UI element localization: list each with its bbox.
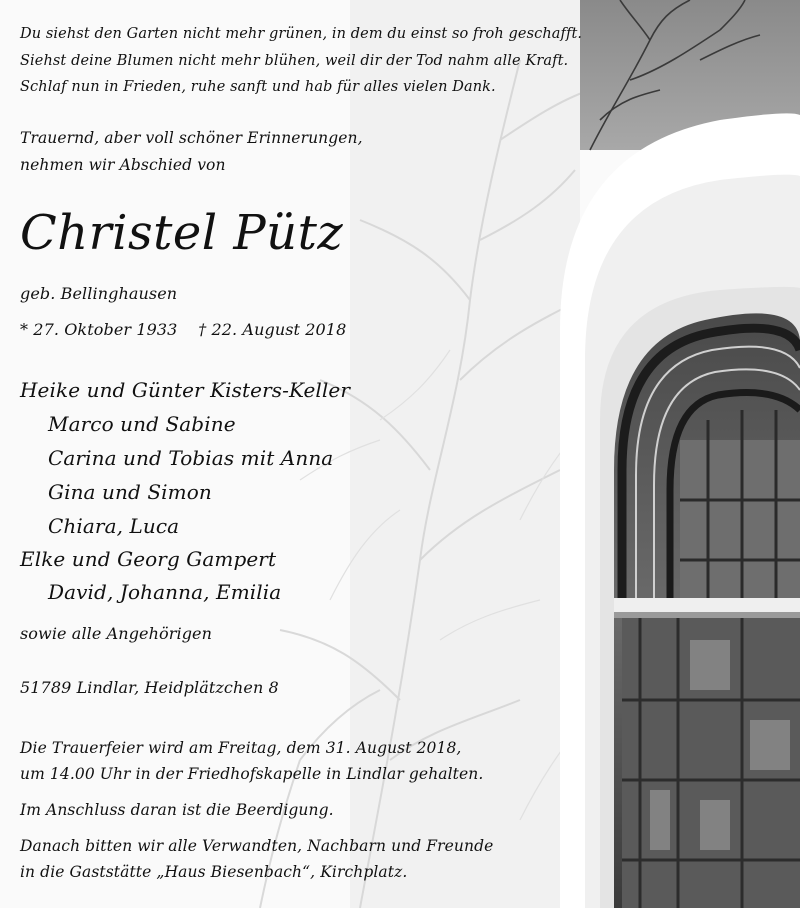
intro-line: nehmen wir Abschied von <box>20 156 226 174</box>
invitation-line: Danach bitten wir alle Verwandten, Nachbarn und Freunde <box>20 837 494 855</box>
relatives-line: sowie alle Angehörigen <box>20 624 213 643</box>
ceremony-line: um 14.00 Uhr in der Friedhofskapelle in Lindlar gehalten. <box>20 765 484 783</box>
birth-name: geb. Bellinghausen <box>20 284 178 303</box>
invitation-line: in die Gaststätte „Haus Biesenbach“, Kirchplatz. <box>20 863 408 881</box>
family-line: Gina und Simon <box>48 480 212 504</box>
intro-line: Trauernd, aber voll schöner Erinnerungen, <box>20 129 363 147</box>
poem-line: Schlaf nun in Frieden, ruhe sanft und hab für alles vielen Dank. <box>20 79 496 95</box>
poem-line: Siehst deine Blumen nicht mehr blühen, weil dir der Tod nahm alle Kraft. <box>20 53 569 69</box>
address: 51789 Lindlar, Heidplätzchen 8 <box>20 678 279 697</box>
deceased-name: Christel Pütz <box>20 205 344 261</box>
family-line: Heike und Günter Kisters-Keller <box>20 378 351 402</box>
life-dates: * 27. Oktober 1933 † 22. August 2018 <box>20 320 347 339</box>
burial-line: Im Anschluss daran ist die Beerdigung. <box>20 801 334 819</box>
family-line: Carina und Tobias mit Anna <box>48 446 334 470</box>
ceremony-line: Die Trauerfeier wird am Freitag, dem 31. August 2018, <box>20 739 462 757</box>
family-line: Marco und Sabine <box>48 412 236 436</box>
poem-line: Du siehst den Garten nicht mehr grünen, in dem du einst so froh geschafft. <box>20 26 583 42</box>
family-line: Elke und Georg Gampert <box>20 547 277 571</box>
family-line: David, Johanna, Emilia <box>48 580 282 604</box>
family-line: Chiara, Luca <box>48 514 180 538</box>
